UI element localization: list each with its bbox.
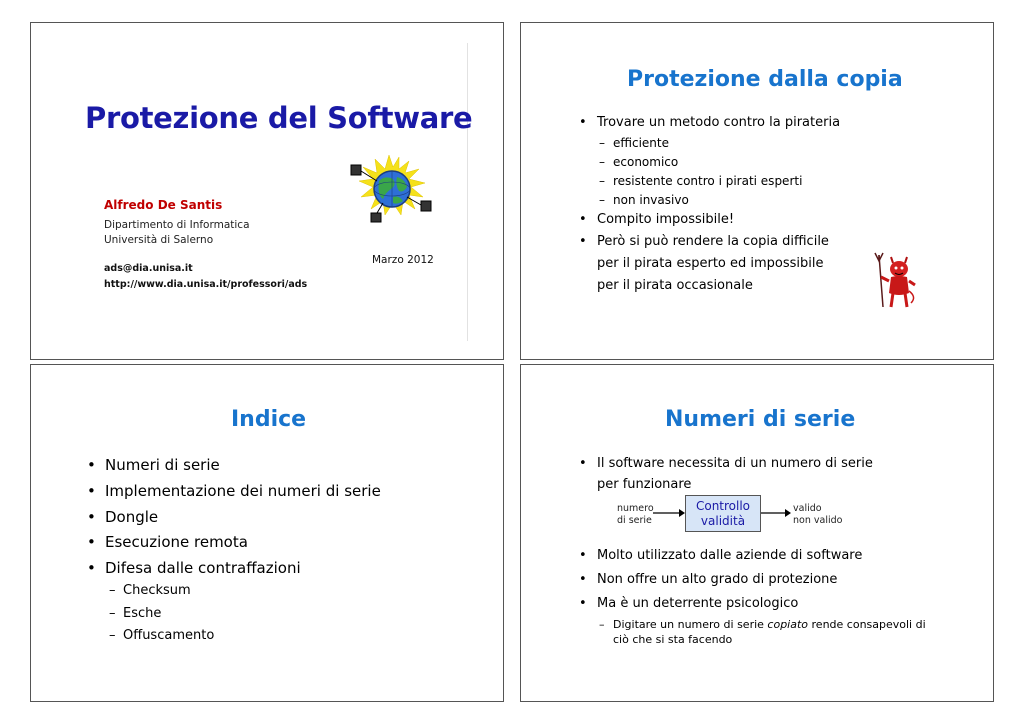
index-item-text: Difesa dalle contraffazioni (105, 559, 301, 577)
bullet-item: • Molto utilizzato dalle aziende di software (579, 548, 863, 563)
note-text: Digitare un numero di serie (613, 618, 768, 631)
sub-item-text: economico (613, 155, 679, 169)
note-emphasis: copiato (767, 618, 809, 631)
bullet-text: Trovare un metodo contro la pirateria (597, 115, 841, 130)
bullet-text: Compito impossibile! (597, 212, 735, 227)
divider (467, 43, 468, 341)
box-label: Controllo (695, 499, 751, 513)
bullet-text: Il software necessita di un numero di serie (597, 456, 873, 471)
slide-serial-numbers (520, 364, 994, 702)
diagram-output-label: valido (793, 503, 822, 514)
bullet-continuation: per il pirata esperto ed impossibile (597, 256, 824, 271)
index-item: • Difesa dalle contraffazioni (87, 559, 301, 577)
diagram-input-label: di serie (617, 515, 652, 526)
bullet-text: Ma è un deterrente psicologico (597, 596, 799, 611)
arrow-right-icon (761, 505, 791, 521)
bullet-continuation: per funzionare (597, 477, 692, 492)
globe-network-icon (349, 153, 435, 229)
email-link[interactable]: ads@dia.unisa.it (104, 263, 193, 274)
bullet-item: • Non offre un alto grado di protezione (579, 572, 838, 587)
slide-title-heading: Protezione del Software (85, 101, 473, 135)
index-item: • Esecuzione remota (87, 533, 248, 551)
sub-item-text: resistente contro i pirati esperti (613, 174, 803, 188)
bullet-item: • Ma è un deterrente psicologico (579, 596, 799, 611)
slide-index (30, 364, 504, 702)
bullet-item: • Compito impossibile! (579, 212, 735, 227)
index-item-text: Dongle (105, 508, 159, 526)
sub-item-text: non invasivo (613, 193, 689, 207)
index-subitem: – Checksum (109, 583, 191, 598)
note-text: rende consapevoli di (808, 618, 926, 631)
diagram-input-label: numero (617, 503, 654, 514)
bullet-text: Non offre un alto grado di protezione (597, 572, 838, 587)
sub-item: – resistente contro i pirati esperti (599, 174, 803, 188)
sub-item: – efficiente (599, 136, 669, 150)
university: Università di Salerno (104, 234, 214, 246)
bullet-continuation: per il pirata occasionale (597, 278, 753, 293)
slide-heading: Indice (231, 407, 307, 432)
box-label: validità (700, 514, 746, 528)
bullet-text: Però si può rendere la copia difficile (597, 234, 829, 249)
bullet-item: • Però si può rendere la copia difficile (579, 234, 829, 249)
index-item-text: Numeri di serie (105, 456, 220, 474)
slide-heading: Protezione dalla copia (627, 67, 903, 92)
department: Dipartimento di Informatica (104, 219, 250, 231)
note-continuation: ciò che si sta facendo (613, 633, 733, 646)
index-subitem: – Offuscamento (109, 628, 215, 643)
index-subitem-text: Checksum (123, 583, 191, 598)
homepage-link[interactable]: http://www.dia.unisa.it/professori/ads (104, 279, 308, 290)
note-item: – Digitare un numero di serie copiato rende consapevoli di (599, 618, 926, 631)
slide-title (30, 22, 504, 360)
validity-check-box (685, 495, 761, 532)
arrow-right-icon (653, 505, 685, 521)
author-name: Alfredo De Santis (104, 198, 223, 212)
index-subitem-text: Offuscamento (123, 628, 215, 643)
bullet-text: Molto utilizzato dalle aziende di software (597, 548, 863, 563)
date: Marzo 2012 (372, 254, 434, 266)
diagram-output-label: non valido (793, 515, 843, 526)
index-item: • Implementazione dei numeri di serie (87, 482, 381, 500)
index-item-text: Implementazione dei numeri di serie (105, 482, 381, 500)
slide-copy-protection (520, 22, 994, 360)
sub-item-text: efficiente (613, 136, 669, 150)
devil-pirate-icon (873, 251, 917, 309)
bullet-item: • Il software necessita di un numero di serie (579, 456, 873, 471)
index-subitem-text: Esche (123, 606, 162, 621)
sub-item: – non invasivo (599, 193, 689, 207)
sub-item: – economico (599, 155, 679, 169)
index-item: • Numeri di serie (87, 456, 220, 474)
index-item: • Dongle (87, 508, 159, 526)
index-item-text: Esecuzione remota (105, 533, 248, 551)
slide-heading: Numeri di serie (665, 407, 856, 432)
bullet-item: • Trovare un metodo contro la pirateria (579, 115, 841, 130)
index-subitem: – Esche (109, 606, 162, 621)
